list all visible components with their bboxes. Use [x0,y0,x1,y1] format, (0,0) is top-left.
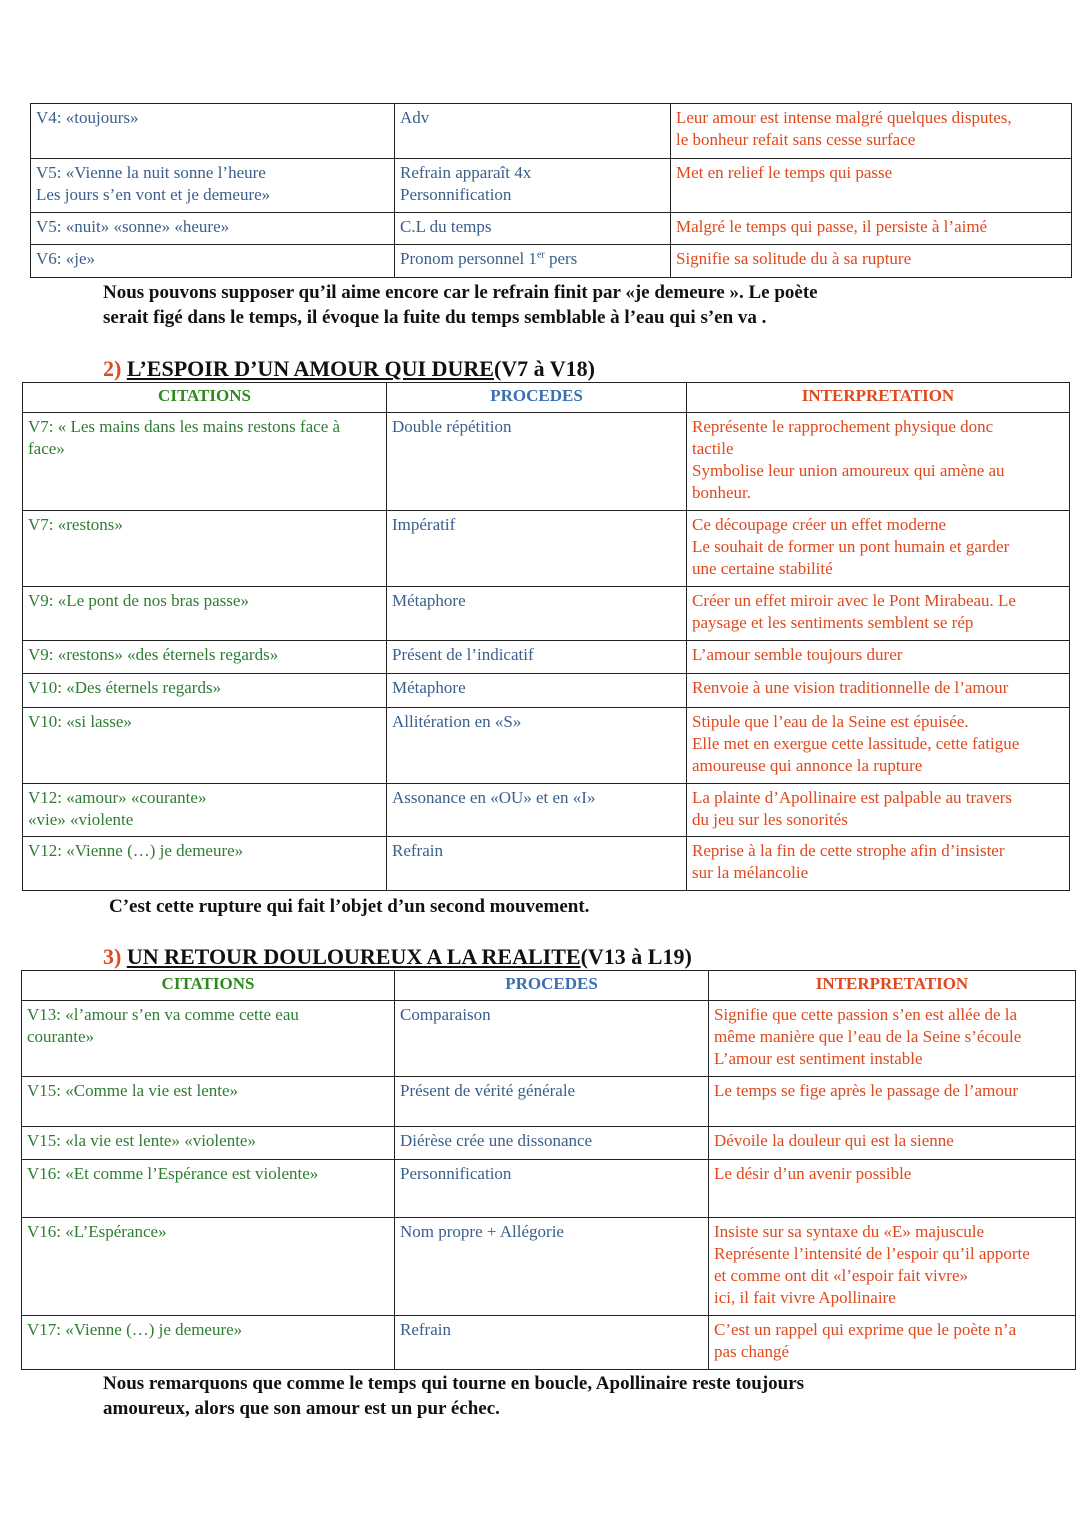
interpretation-cell: Stipule que l’eau de la Seine est épuisée. Elle met en exergue cette lassitude, cette fatigue amoureuse qui annonce la rupture [687,708,1070,784]
table-row [23,511,1070,587]
interpretation-cell: Signifie que cette passion s’en est allée de la même manière que l’eau de la Seine s’écoule L’amour est sentiment instable [709,1001,1076,1077]
table-row [22,1218,1076,1316]
table-part1 [30,103,1072,278]
procede-cell: Refrain apparaît 4x Personnification [395,159,671,213]
citation-cell: V7: « Les mains dans les mains restons face à face» [23,413,387,511]
conclusion-3: Nous remarquons que comme le temps qui tourne en boucle, Apollinaire reste toujours amoureux, alors que son amour est un pur échec. [103,1373,805,1419]
citation-cell: V10: «si lasse» [23,708,387,784]
interpretation-cell: Leur amour est intense malgré quelques disputes, le bonheur refait sans cesse surface [671,104,1072,159]
interpretation-cell: Reprise à la fin de cette strophe afin d’insister sur la mélancolie [687,837,1070,891]
interpretation-cell: Met en relief le temps qui passe [671,159,1072,213]
header-citations: CITATIONS [22,971,395,1001]
interpretation-cell: L’amour semble toujours durer [687,641,1070,674]
table-row [31,104,1072,159]
interpretation-cell: C’est un rappel qui exprime que le poète n’a pas changé [709,1316,1076,1370]
table-row [31,213,1072,245]
section-heading: L’ESPOIR D’UN AMOUR QUI DURE [126,356,494,381]
section-number: 2) [103,356,122,381]
citation-cell: V15: «la vie est lente» «violente» [22,1127,395,1160]
interpretation-cell: Signifie sa solitude du à sa rupture [671,245,1072,278]
header-citations: CITATIONS [23,383,387,413]
citation-cell: V5: «nuit» «sonne» «heure» [31,213,395,245]
citation-cell: V9: «Le pont de nos bras passe» [23,587,387,641]
interpretation-cell: Renvoie à une vision traditionnelle de l’amour [687,674,1070,708]
table-part3 [21,970,1076,1370]
citation-cell: V13: «l’amour s’en va comme cette eau courante» [22,1001,395,1077]
section-3-title [103,944,692,970]
table-row [23,708,1070,784]
procede-cell: Refrain [395,1316,709,1370]
citation-cell: V6: «je» [31,245,395,278]
procede-cell: Nom propre + Allégorie [395,1218,709,1316]
procede-cell: Pronom personnel 1er pers [395,245,671,278]
section-range: (V13 à L19) [580,944,692,969]
table-row [31,245,1072,278]
table-row [23,837,1070,891]
citation-cell: V4: «toujours» [31,104,395,159]
procede-cell: Double répétition [387,413,687,511]
conclusion-1: Nous pouvons supposer qu’il aime encore car le refrain finit par «je demeure ». Le poète serait figé dans le temps, il évoque la fuite du temps semblable à l’eau qui s’en va . [103,282,818,328]
citation-cell: V5: «Vienne la nuit sonne l’heure Les jours s’en vont et je demeure» [31,159,395,213]
citation-cell: V10: «Des éternels regards» [23,674,387,708]
citation-cell: V15: «Comme la vie est lente» [22,1077,395,1127]
table-header-row [23,383,1070,413]
interpretation-cell: Le temps se fige après le passage de l’amour [709,1077,1076,1127]
header-interpretation: INTERPRETATION [709,971,1076,1001]
table-row [23,413,1070,511]
interpretation-cell: Représente le rapprochement physique donc tactile Symbolise leur union amoureux qui amène au bonheur. [687,413,1070,511]
citation-cell: V7: «restons» [23,511,387,587]
procede-cell: C.L du temps [395,213,671,245]
section-heading: UN RETOUR DOULOUREUX A LA REALITE [126,944,581,969]
procede-cell: Allitération en «S» [387,708,687,784]
procede-cell: Assonance en «OU» et en «I» [387,784,687,837]
procede-cell: Refrain [387,837,687,891]
header-procedes: PROCEDES [387,383,687,413]
procede-cell: Présent de vérité générale [395,1077,709,1127]
table-row [23,674,1070,708]
table-row [22,1077,1076,1127]
procede-cell: Comparaison [395,1001,709,1077]
table-row [23,784,1070,837]
procede-cell: Impératif [387,511,687,587]
citation-cell: V9: «restons» «des éternels regards» [23,641,387,674]
interpretation-cell: Dévoile la douleur qui est la sienne [709,1127,1076,1160]
section-2-title [103,356,595,382]
interpretation-cell: La plainte d’Apollinaire est palpable au travers du jeu sur les sonorités [687,784,1070,837]
table-row [23,641,1070,674]
table-row [23,587,1070,641]
section-number: 3) [103,944,122,969]
citation-cell: V12: «Vienne (…) je demeure» [23,837,387,891]
citation-cell: V16: «L’Espérance» [22,1218,395,1316]
table-part2 [22,382,1070,891]
procede-cell: Présent de l’indicatif [387,641,687,674]
procede-cell: Diérèse crée une dissonance [395,1127,709,1160]
section-range: (V7 à V18) [493,356,595,381]
header-procedes: PROCEDES [395,971,709,1001]
table-row [31,159,1072,213]
procede-cell: Métaphore [387,587,687,641]
citation-cell: V16: «Et comme l’Espérance est violente» [22,1160,395,1218]
interpretation-cell: Insiste sur sa syntaxe du «E» majuscule Représente l’intensité de l’espoir qu’il apporte et comme ont dit «l’espoir fait vivre» ici, il fait vivre Apollinaire [709,1218,1076,1316]
procede-cell: Personnification [395,1160,709,1218]
header-interpretation: INTERPRETATION [687,383,1070,413]
interpretation-cell: Créer un effet miroir avec le Pont Mirabeau. Le paysage et les sentiments semblent se rép [687,587,1070,641]
table-row [22,1316,1076,1370]
interpretation-cell: Malgré le temps qui passe, il persiste à l’aimé [671,213,1072,245]
citation-cell: V12: «amour» «courante» «vie» «violente [23,784,387,837]
procede-cell: Adv [395,104,671,159]
citation-cell: V17: «Vienne (…) je demeure» [22,1316,395,1370]
conclusion-2: C’est cette rupture qui fait l’objet d’un second mouvement. [109,896,590,917]
table-row [22,1001,1076,1077]
procede-cell: Métaphore [387,674,687,708]
interpretation-cell: Le désir d’un avenir possible [709,1160,1076,1218]
table-row [22,1160,1076,1218]
table-row [22,1127,1076,1160]
interpretation-cell: Ce découpage créer un effet moderne Le souhait de former un pont humain et garder une certaine stabilité [687,511,1070,587]
table-header-row [22,971,1076,1001]
